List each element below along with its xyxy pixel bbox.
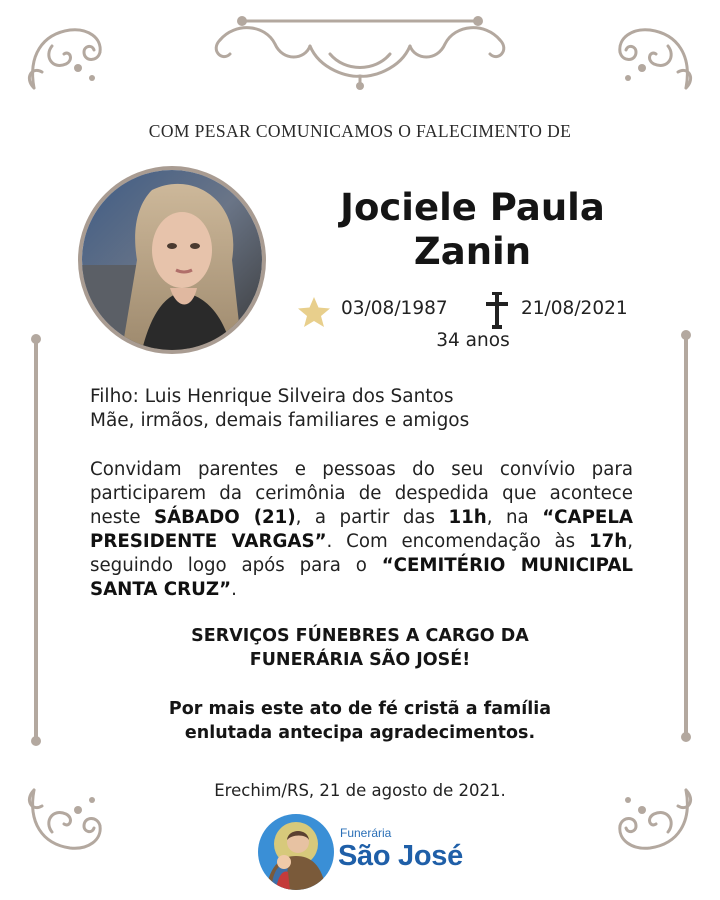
family-thanks	[0, 697, 720, 745]
funeral-services-notice	[0, 624, 720, 672]
deceased-name	[300, 186, 645, 274]
logo-subtitle: Funerária	[340, 826, 392, 840]
ceremony-day: SÁBADO (21)	[154, 507, 296, 528]
age-text: 34 anos	[436, 330, 510, 351]
corner-ornament-top-right	[608, 16, 698, 96]
family-line-son: Filho: Luis Henrique Silveira dos Santos	[90, 386, 454, 407]
invite-text-2: , a partir das	[295, 507, 449, 528]
invite-text-5: , seguindo logo após para o	[90, 531, 633, 576]
left-side-line	[34, 340, 38, 740]
death-date: 21/08/2021	[521, 298, 628, 319]
thanks-line-2: enlutada antecipa agradecimentos.	[184, 723, 536, 743]
commendation-time: 17h	[588, 531, 628, 552]
star-icon	[297, 296, 331, 328]
name-first-line: Jociele Paula	[340, 186, 605, 229]
announcement-header: COM PESAR COMUNICAMOS O FALECIMENTO DE	[148, 121, 572, 141]
place-and-date: Erechim/RS, 21 de agosto de 2021.	[214, 781, 506, 800]
invite-text-4: . Com encomendação às	[326, 531, 589, 552]
invite-text-1: Convidam parentes e pessoas do seu convívio para participarem da cerimônia de despedida que acontece neste	[90, 459, 633, 528]
chapel-name: “CAPELA PRESIDENTE VARGAS”	[90, 507, 633, 552]
cemetery-name: “CEMITÉRIO MUNICIPAL SANTA CRUZ”	[90, 555, 634, 600]
ceremony-time: 11h	[448, 507, 487, 528]
invite-text-6: .	[231, 579, 237, 600]
family-block	[90, 385, 635, 433]
cross-icon	[483, 292, 511, 330]
funeral-home-logo	[258, 814, 468, 894]
birth-date: 03/08/1987	[341, 298, 448, 319]
deceased-portrait	[78, 166, 266, 354]
logo-title: São José	[338, 840, 463, 872]
life-dates	[297, 290, 657, 334]
saint-joseph-image	[258, 814, 334, 890]
top-ornament	[180, 10, 540, 90]
corner-ornament-top-left	[22, 16, 112, 96]
invitation-paragraph	[90, 458, 633, 602]
family-line-relatives: Mãe, irmãos, demais familiares e amigos	[90, 410, 470, 431]
services-line-1: SERVIÇOS FÚNEBRES A CARGO DA	[191, 626, 529, 646]
name-second-line: Zanin	[413, 230, 532, 273]
thanks-line-1: Por mais este ato de fé cristã a família	[168, 699, 552, 719]
invite-text-3: , na	[486, 507, 543, 528]
services-line-2: FUNERÁRIA SÃO JOSÉ!	[249, 650, 471, 670]
right-side-line	[684, 336, 688, 736]
